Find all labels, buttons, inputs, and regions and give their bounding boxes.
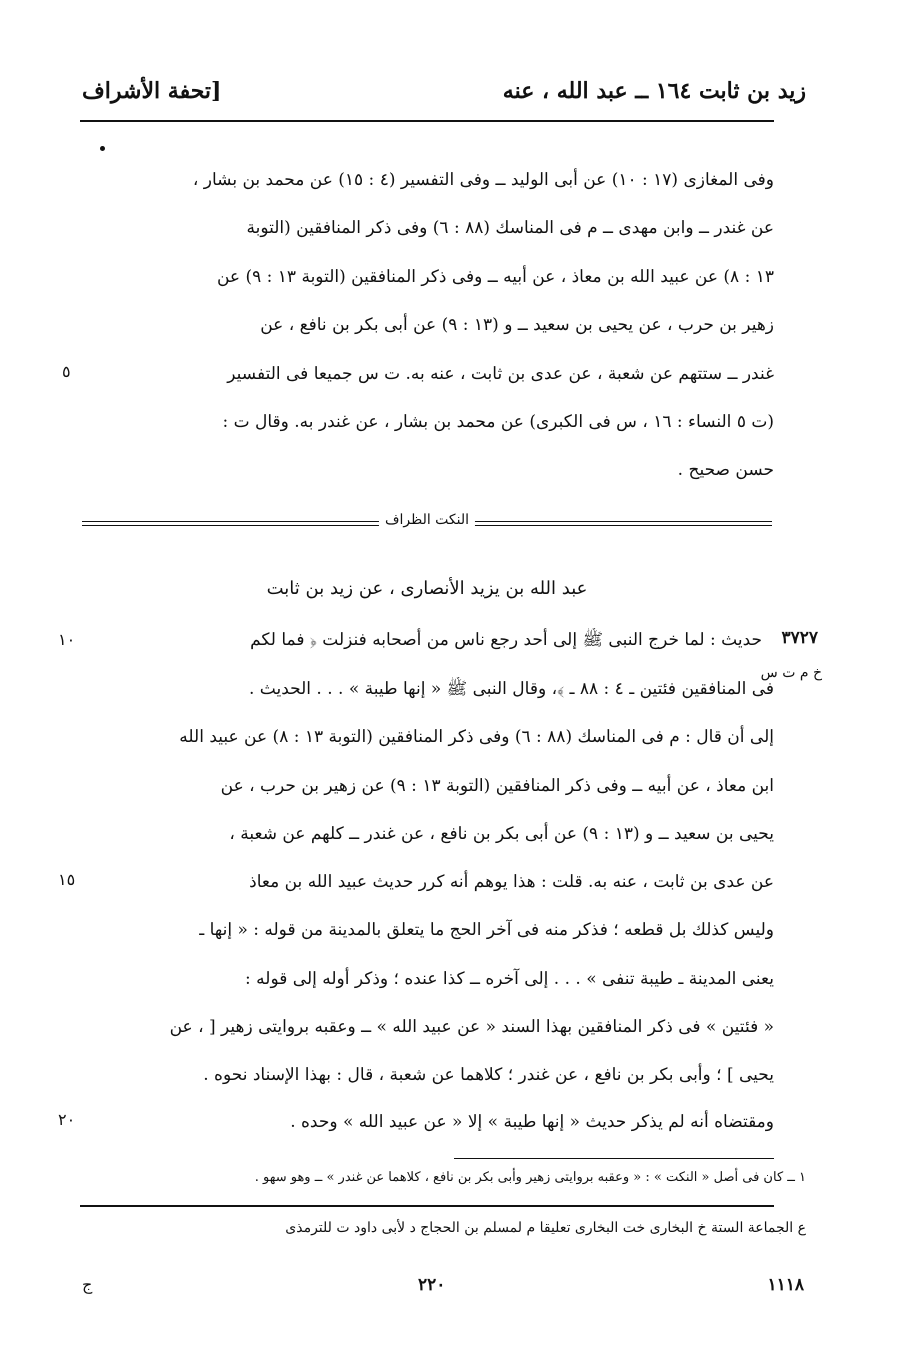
text-line: عن غندر ــ وابن مهدى ــ م فى المناسك (٨٨ : ٦) وفى ذكر المنافقين (التوبة <box>246 218 774 238</box>
text-line: زهير بن حرب ، عن يحيى بن سعيد ــ و (١٣ : ٩) عن أبى بكر بن نافع ، عن <box>260 315 774 335</box>
text-line: « فئتين » فى ذكر المنافقين بهذا السند « عن عبيد الله » ــ وعقبه بروايتى زهير [ ، عن <box>169 1017 774 1037</box>
text-line: يحيى ] ؛ وأبى بكر بن نافع ، عن غندر ؛ كلاهما عن شعبة ، قال : بهذا الإسناد نحوه . <box>203 1065 774 1085</box>
margin-line-number: ١٠ <box>58 630 76 649</box>
margin-line-number: ٥ <box>62 362 71 381</box>
text-line: فى المنافقين فئتين ـ ٤ : ٨٨ ـ ﴾، وقال النبى ﷺ « إنها طيبة » . . . الحديث . <box>248 679 774 699</box>
text-line: حديث : لما خرج النبى ﷺ إلى أحد رجع ناس من أصحابه فنزلت ﴿ فما لكم <box>250 630 762 650</box>
abbreviations-key: ع الجماعة الستة خ البخارى خت البخارى تعليقا م لمسلم بن الحجاج د لأبى داود ت للترمذى <box>285 1220 806 1236</box>
sequence-number: ١١١٨ <box>767 1275 804 1295</box>
separator-label: النكت الظراف <box>379 512 475 528</box>
text-line: ابن معاذ ، عن أبيه ــ وفى ذكر المنافقين (التوبة ١٣ : ٩) عن زهير بن حرب ، عن <box>220 776 774 796</box>
hadith-number: ٣٧٢٧ <box>781 628 818 648</box>
book-title: [تحفة الأشراف <box>82 78 222 104</box>
text-line: يعنى المدينة ـ طيبة تنفى » . . . إلى آخره ــ كذا عنده ؛ وذكر أوله إلى قوله : <box>245 969 774 989</box>
header-rule <box>80 120 774 122</box>
text-line: حسن صحيح . <box>677 460 774 480</box>
chapter-heading: عبد الله بن يزيد الأنصارى ، عن زيد بن ثابت <box>266 578 588 599</box>
text-line: وفى المغازى (١٧ : ١٠) عن أبى الوليد ــ وفى التفسير (٤ : ١٥) عن محمد بن بشار ، <box>192 170 774 190</box>
margin-line-number: ١٥ <box>58 870 76 889</box>
page-number: ٢٢٠ <box>418 1275 446 1295</box>
text-line: غندر ــ ستتهم عن شعبة ، عن عدى بن ثابت ، عنه به. ت س جميعا فى التفسير <box>227 364 774 384</box>
text-line: (ت ٥ النساء : ١٦ ، س فى الكبرى) عن محمد بن بشار ، عن غندر به. وقال ت : <box>222 412 774 432</box>
text-line: يحيى بن سعيد ــ و (١٣ : ٩) عن أبى بكر بن نافع ، عن غندر ــ كلهم عن شعبة ، <box>229 824 774 844</box>
footnote-rule <box>454 1158 774 1159</box>
text-line: ١٣ : ٨) عن عبيد الله بن معاذ ، عن أبيه ــ وفى ذكر المنافقين (التوبة ١٣ : ٩) عن <box>216 267 774 287</box>
text-line: عن عدى بن ثابت ، عنه به. قلت : هذا يوهم أنه كرر حديث عبيد الله بن معاذ <box>249 872 774 892</box>
footer-rule <box>80 1205 774 1207</box>
text-line: وليس كذلك بل قطعه ؛ فذكر منه فى آخر الحج ما يتعلق بالمدينة من قوله : « إنها ـ <box>199 920 774 940</box>
text-line: ومقتضاه أنه لم يذكر حديث « إنها طيبة » إلا « عن عبيد الله » وحده . <box>290 1112 774 1132</box>
running-header-title: زيد بن ثابت ١٦٤ ــ عبد الله ، عنه <box>502 78 806 104</box>
ink-dot <box>100 146 105 151</box>
signature-mark: ج <box>82 1275 93 1294</box>
text-line: إلى أن قال : م فى المناسك (٨٨ : ٦) وفى ذكر المنافقين (التوبة ١٣ : ٨) عن عبيد الله <box>179 727 774 747</box>
margin-line-number: ٢٠ <box>58 1110 76 1129</box>
hadith-sigla: خ م ت س <box>760 665 822 681</box>
section-separator <box>82 512 772 532</box>
footnote: ١ ــ كان فى أصل « النكت » : « وعقبه بروايتى زهير وأبى بكر بن نافع ، كلاهما عن غندر » ــ وهو سهو . <box>254 1170 806 1185</box>
